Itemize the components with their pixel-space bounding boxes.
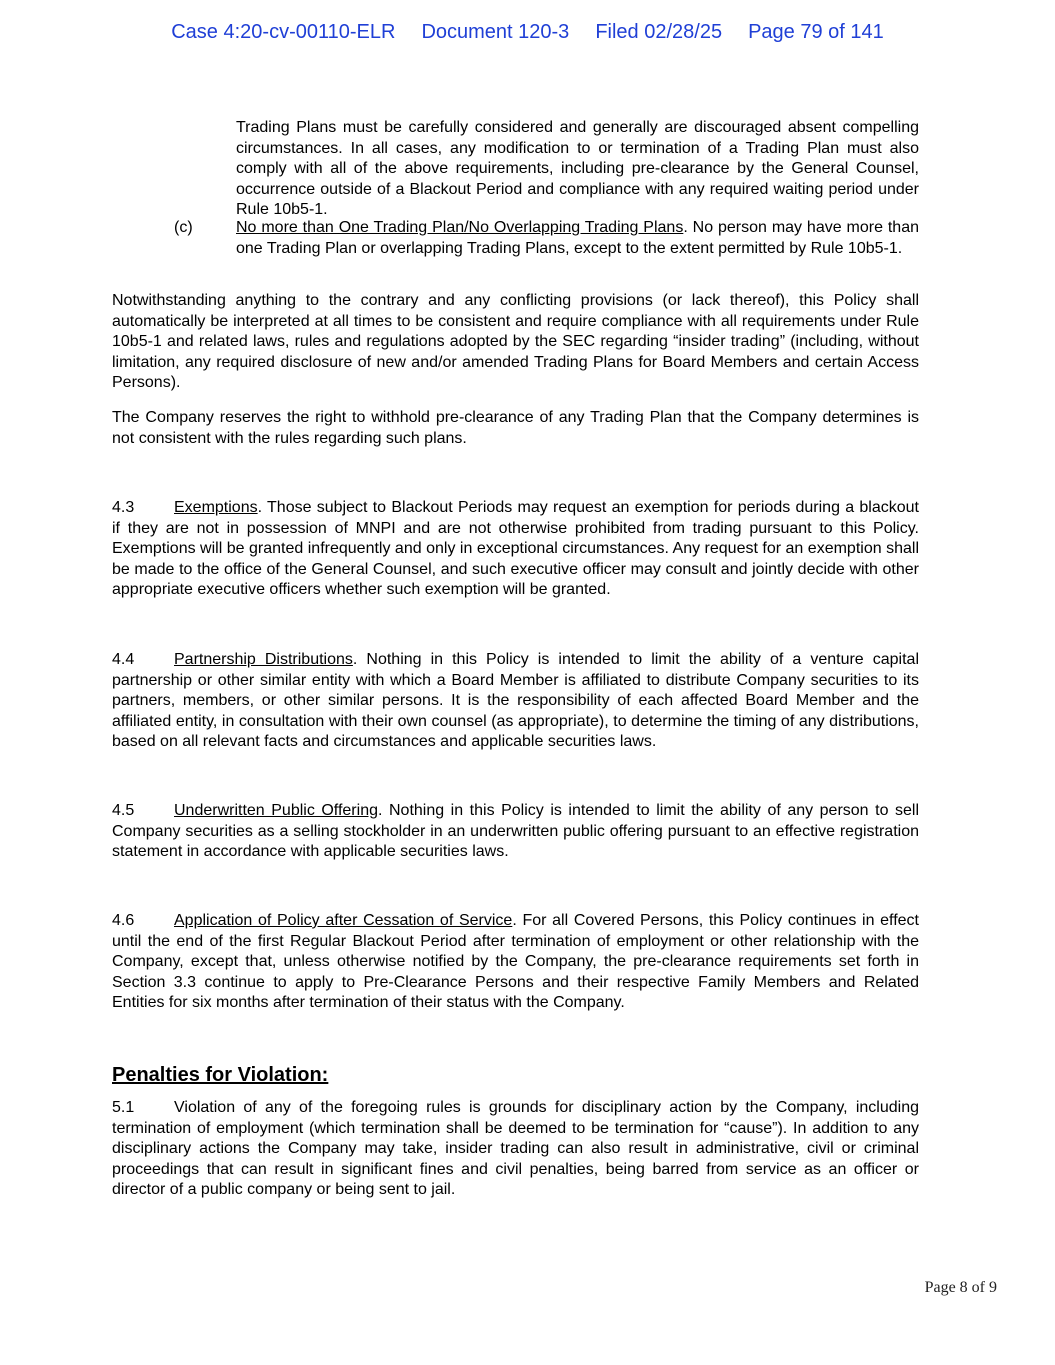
section-4-4-text: . Nothing in this Policy is intended to limit the ability of a venture capital partnership or other similar entity with which a Board Member is affiliated to distribute Company securities to its partners, members, or other similar persons. It is the responsibility of each affected Board Member and the affiliated entity, in consultation with their own counsel (as appropriate), to determine the timing of any distributions, based on all relevant facts and circumstances and applicable securities laws.: [112, 651, 920, 750]
filed-date: Filed 02/28/25: [595, 21, 723, 43]
section-4-3-title: Exemptions: [174, 499, 258, 516]
section-4-5-paragraph: [112, 801, 919, 863]
section-4-4-number: 4.4: [112, 651, 135, 668]
item-c-label: (c): [174, 219, 193, 236]
section-4-6-number: 4.6: [112, 912, 135, 929]
item-c-paragraph: [236, 218, 919, 259]
section-5-1-paragraph: Violation of any of the foregoing rules is grounds for disciplinary action by the Company, including termination of employment (which termination shall be deemed to be termination for “cause”). In addition to any disciplinary actions the Company may take, insider trading can also result in administrative, civil or criminal proceedings that can result in significant fines and civil penalties, being barred from service as an officer or director of a public company or being sent to jail.: [112, 1099, 919, 1198]
notwithstanding-paragraph: Notwithstanding anything to the contrary and any conflicting provisions (or lack thereof), this Policy shall automatically be interpreted at all times to be consistent and require compliance with all requirements under Rule 10b5-1 and related laws, rules and regulations adopted by the SEC regarding “insider trading” (including, without limitation, any required disclosure of new and/or amended Trading Plans for Board Members and certain Access Persons).: [112, 292, 919, 391]
item-c-title: No more than One Trading Plan/No Overlapping Trading Plans: [236, 219, 684, 236]
section-4-3-paragraph: [112, 498, 919, 601]
section-4-4-title: Partnership Distributions: [174, 651, 353, 668]
section-4-5-text: . Nothing in this Policy is intended to limit the ability of any person to sell Company securities as a selling stockholder in an underwritten public offering pursuant to an effective registration statement in accordance with applicable securities laws.: [112, 802, 920, 860]
reserves-paragraph: The Company reserves the right to withhold pre-clearance of any Trading Plan that the Company determines is not consistent with the rules regarding such plans.: [112, 409, 919, 447]
continuation-paragraph: Trading Plans must be carefully considered and generally are discouraged absent compelling circumstances. In all cases, any modification to or termination of a Trading Plan must also comply with all of the above requirements, including pre-clearance by the General Counsel, occurrence outside of a Blackout Period and compliance with any required waiting period under Rule 10b5-1.: [236, 119, 919, 218]
penalties-heading: Penalties for Violation:: [112, 1064, 329, 1086]
section-4-3-text: . Those subject to Blackout Periods may request an exemption for periods during a blackout if they are not in possession of MNPI and are not otherwise prohibited from trading pursuant to this Policy. Exemptions will be granted infrequently and only in exceptional circumstances. Any request for an exemption shall be made to the office of the General Counsel, and such executive officer may consult and jointly decide with other appropriate executive officers whether such exemption will be granted.: [112, 499, 919, 598]
section-4-6-text: . For all Covered Persons, this Policy continues in effect until the end of the first Regular Blackout Period after termination of employment or other relationship with the Company, except that, unless otherwise notified by the Company, the pre-clearance requirements set forth in Section 3.3 continue to apply to Pre-Clearance Persons and their respective Family Members and Related Entities for six months after termination of their status with the Company.: [112, 912, 920, 1011]
section-4-6-paragraph: [112, 911, 919, 1014]
section-4-3-number: 4.3: [112, 499, 135, 516]
section-4-6-title: Application of Policy after Cessation of Service: [174, 912, 513, 929]
case-number: Case 4:20-cv-00110-ELR: [171, 21, 396, 43]
document-number: Document 120-3: [421, 21, 570, 43]
section-4-5-title: Underwritten Public Offering: [174, 802, 378, 819]
page-footer: Page 8 of 9: [924, 1279, 997, 1296]
item-c-text: . No person may have more than one Trading Plan or overlapping Trading Plans, except to the extent permitted by Rule 10b5-1.: [236, 219, 919, 257]
filing-page-number: Page 79 of 141: [748, 21, 884, 43]
filing-header: [0, 19, 1055, 45]
section-4-5-number: 4.5: [112, 802, 135, 819]
section-5-1-number: 5.1: [112, 1099, 135, 1116]
section-4-4-paragraph: [112, 650, 919, 753]
